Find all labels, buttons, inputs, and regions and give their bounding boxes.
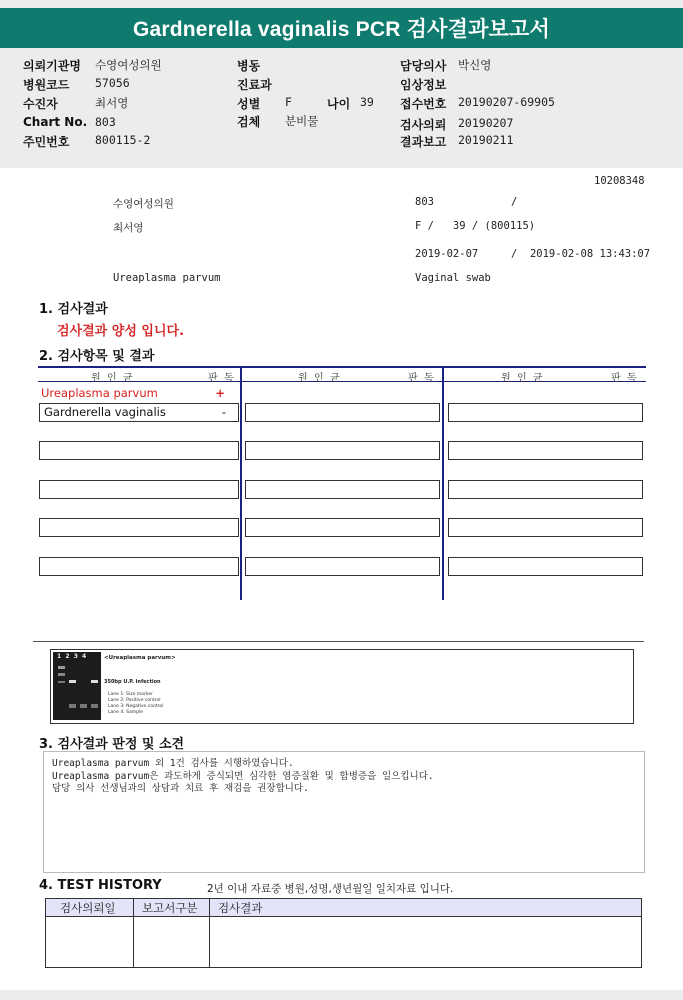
history-col-result: 검사결과 <box>218 901 263 915</box>
pathogen-name: Ureaplasma parvum <box>41 386 158 400</box>
gel-legend-item: Lane 2: Positive control <box>108 698 161 703</box>
empty-cell <box>245 403 440 422</box>
gel-legend-item: Lane 4: Sample <box>108 710 143 715</box>
history-col-type: 보고서구분 <box>142 901 198 915</box>
header-label: 병원코드 <box>23 78 70 92</box>
header-label: 담당의사 <box>400 59 447 73</box>
header-value: 20190207 <box>458 116 514 130</box>
header-value: 20190207-69905 <box>458 95 555 109</box>
header-value: 분비물 <box>285 114 319 128</box>
grid-header-judgement: 판 독 <box>611 373 637 384</box>
date-received: 2019-02-07 <box>415 248 479 260</box>
gel-band-label: 350bp U.P. infection <box>104 679 161 685</box>
empty-cell <box>448 480 643 499</box>
header-value: 20190211 <box>458 133 514 147</box>
header-label: 나이 <box>327 97 351 111</box>
header-label: 검체 <box>237 115 261 129</box>
header-label: 결과보고 <box>400 135 447 149</box>
header-label: 성별 <box>237 97 261 111</box>
report-title: Gardnerella vaginalis PCR 검사결과보고서 <box>0 8 683 48</box>
header-label: Chart No. <box>23 115 88 129</box>
empty-cell <box>39 518 239 537</box>
grid-header-judgement: 판 독 <box>408 373 434 384</box>
gel-legend <box>108 692 163 716</box>
empty-cell <box>448 403 643 422</box>
header-value: F <box>285 95 292 109</box>
report-number: 10208348 <box>594 175 645 187</box>
opinion-line: Ureaplasma parvum 외 1건 검사를 시행하였습니다. <box>52 758 294 769</box>
opinion-line: 담당 의사 선생님과의 상담과 치료 후 재검을 권장합니다. <box>52 783 309 794</box>
header-label: 수진자 <box>23 97 58 111</box>
grid-header-pathogen: 원 인 균 <box>501 373 543 384</box>
grid-divider <box>240 366 242 600</box>
gel-caption: <Ureaplasma parvum> <box>104 655 176 661</box>
patient-info-header <box>0 50 683 168</box>
empty-cell <box>448 557 643 576</box>
empty-cell <box>39 557 239 576</box>
empty-cell <box>245 441 440 460</box>
sex-age: F / 39 / (800115) <box>415 220 536 232</box>
grid-header <box>38 366 646 382</box>
gel-electrophoresis-image <box>53 652 101 720</box>
empty-cell <box>39 441 239 460</box>
header-label: 병동 <box>237 59 261 73</box>
grid-header-pathogen: 원 인 균 <box>298 373 340 384</box>
history-col-date: 검사의뢰일 <box>60 901 116 915</box>
opinion-box <box>43 751 645 873</box>
grid-header-pathogen: 원 인 균 <box>91 373 133 384</box>
header-value: 803 <box>95 115 116 129</box>
history-divider <box>209 899 210 967</box>
table-row <box>41 386 237 402</box>
section-4-title: 4. TEST HISTORY <box>39 878 162 893</box>
header-value: 39 <box>360 95 374 109</box>
judgement-negative: - <box>221 405 226 419</box>
empty-cell <box>245 557 440 576</box>
history-note: 2년 이내 자료중 병원,성명,생년월일 일치자료 입니다. <box>207 883 454 895</box>
specimen: Vaginal swab <box>415 272 491 284</box>
gel-legend-item: Lane 1: Size marker <box>108 692 153 697</box>
header-label: 진료과 <box>237 78 272 92</box>
patient-name: 최서영 <box>113 222 144 234</box>
header-label: 검사의뢰 <box>400 118 447 132</box>
empty-cell <box>448 441 643 460</box>
chart-number: 803 <box>415 196 434 208</box>
header-value: 박신영 <box>458 58 492 72</box>
section-1-title: 1. 검사결과 <box>39 302 108 317</box>
history-header <box>46 899 641 917</box>
header-label: 주민번호 <box>23 135 70 149</box>
separator: / <box>511 196 518 208</box>
history-divider <box>133 899 134 967</box>
empty-cell <box>245 518 440 537</box>
section-divider <box>33 641 644 642</box>
grid-header-judgement: 판 독 <box>208 373 234 384</box>
header-label: 임상정보 <box>400 78 447 92</box>
table-row <box>39 403 239 422</box>
header-value: 최서영 <box>95 96 129 110</box>
date-reported: / 2019-02-08 13:43:07 <box>511 248 651 260</box>
section-2-title: 2. 검사항목 및 결과 <box>39 349 155 364</box>
empty-cell <box>245 480 440 499</box>
judgement-positive: + <box>215 386 225 400</box>
opinion-line: Ureaplasma parvum은 과도하게 증식되면 심각한 염증질환 및 합병증을 일으킵니다. <box>52 770 434 782</box>
header-value: 800115-2 <box>95 133 151 147</box>
test-name: Ureaplasma parvum <box>113 272 221 284</box>
header-value: 57056 <box>95 76 130 90</box>
header-label: 접수번호 <box>400 97 447 111</box>
pathogen-name: Gardnerella vaginalis <box>44 405 166 419</box>
empty-cell <box>39 480 239 499</box>
history-table <box>45 898 642 968</box>
result-summary: 검사결과 양성 입니다. <box>57 324 185 339</box>
grid-divider <box>442 366 444 600</box>
gel-legend-item: Lane 3: Negative control <box>108 704 164 709</box>
empty-cell <box>448 518 643 537</box>
section-3-title: 3. 검사결과 판정 및 소견 <box>39 737 185 752</box>
header-value: 수영여성의원 <box>95 58 162 72</box>
clinic-name: 수영여성의원 <box>113 198 174 210</box>
gel-lane-numbers: 1 2 3 4 <box>57 653 87 660</box>
header-label: 의뢰기관명 <box>23 59 81 73</box>
